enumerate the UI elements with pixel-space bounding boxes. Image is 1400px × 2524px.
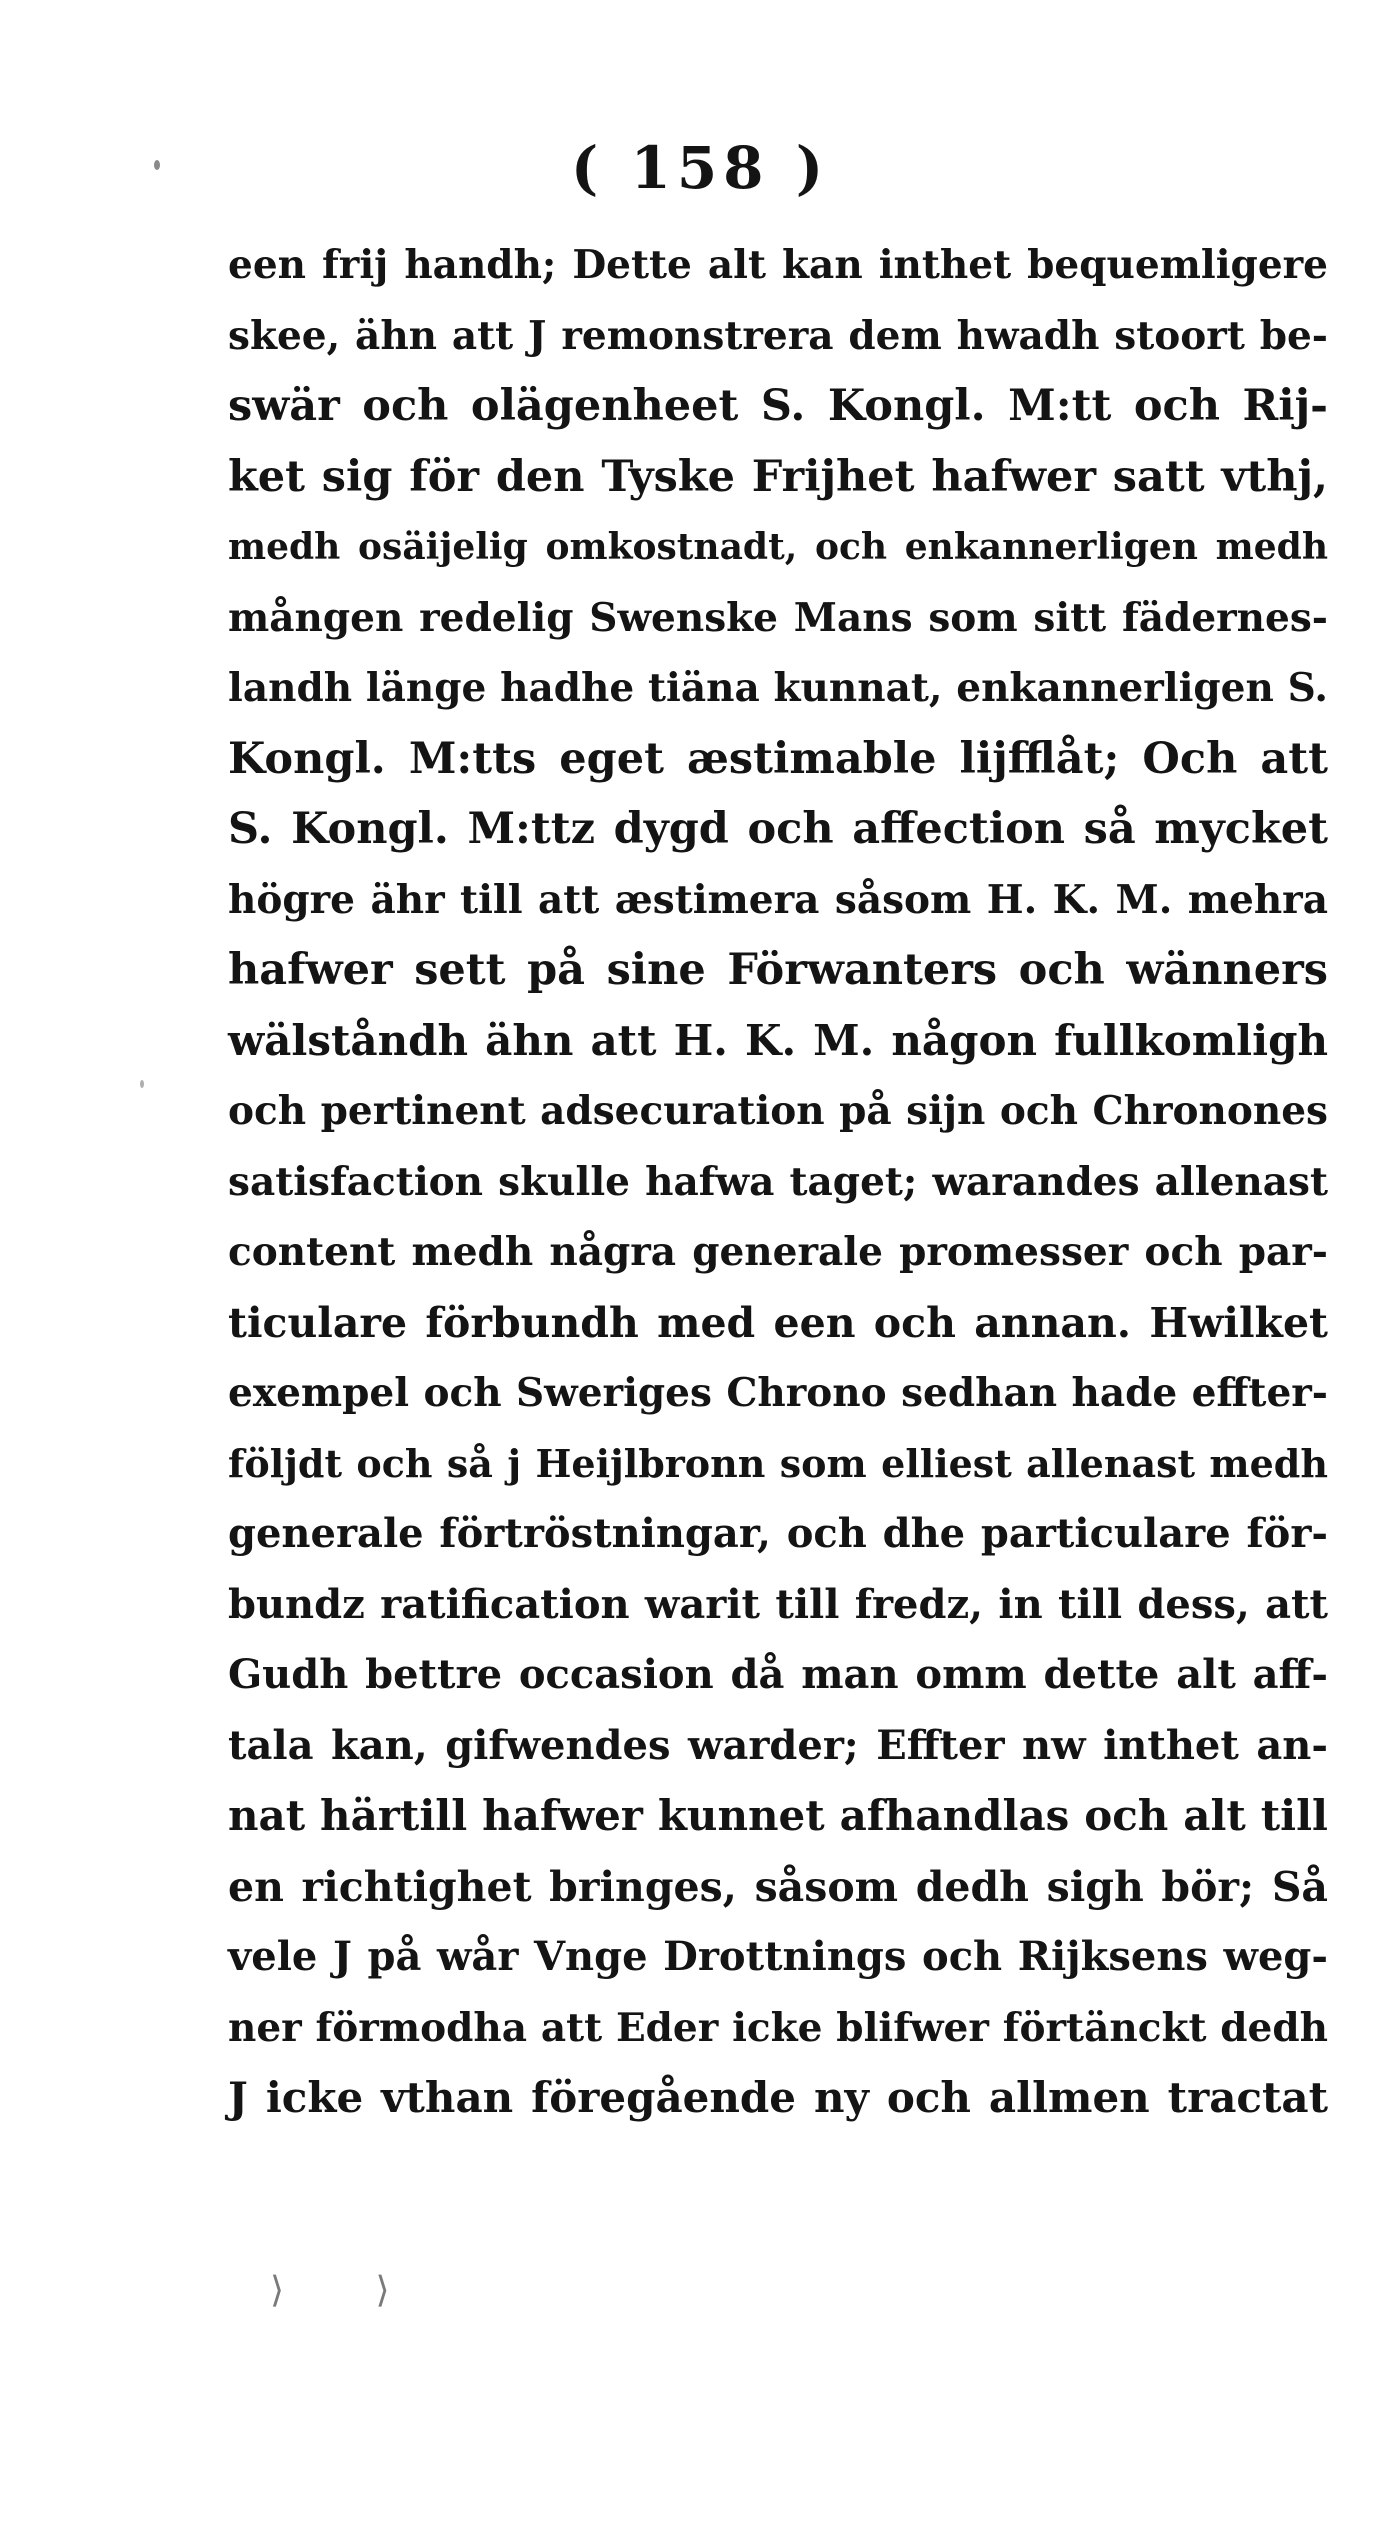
- text-line: medh osäijelig omkostnadt, och enkannerligen medh: [228, 526, 1328, 568]
- text-line: högre ähr till att æstimera såsom H. K. M. mehra: [228, 876, 1328, 923]
- text-line: bundz ratification warit till fredz, in till dess, att: [228, 1580, 1328, 1628]
- body-text: [228, 230, 1328, 2134]
- footer-marks: ⟩ ⟩: [270, 2270, 430, 2311]
- text-line: en richtighet bringes, såsom dedh sigh bör; Så: [228, 1862, 1328, 1911]
- text-line: skee, ähn att J remonstrera dem hwadh stoort be-: [228, 312, 1328, 359]
- text-line: S. Kongl. M:ttz dygd och affection så mycket: [228, 804, 1328, 854]
- text-line: een frij handh; Dette alt kan inthet bequemligere: [228, 242, 1328, 288]
- text-line: nat härtill hafwer kunnet afhandlas och alt till: [228, 1791, 1328, 1840]
- text-line: swär och olägenheet S. Kongl. M:tt och Rij-: [228, 381, 1328, 431]
- print-speck: [154, 160, 160, 170]
- text-line: mången redelig Swenske Mans som sitt fädernes-: [228, 594, 1328, 641]
- text-line: följdt och så j Heijlbronn som elliest allenast medh: [228, 1440, 1328, 1486]
- print-speck: [140, 1080, 144, 1088]
- text-line: Kongl. M:tts eget æstimable lijfflåt; Och att: [228, 733, 1328, 784]
- text-line: landh länge hadhe tiäna kunnat, enkannerligen S.: [228, 665, 1328, 711]
- text-line: exempel och Sweriges Chrono sedhan hade effter-: [228, 1370, 1328, 1416]
- text-line: content medh några generale promesser och par-: [228, 1229, 1328, 1275]
- text-line: satisfaction skulle hafwa taget; warandes allenast: [228, 1158, 1328, 1205]
- text-line: J icke vthan föregående ny och allmen tractat: [228, 2073, 1328, 2122]
- page-header: ( 158 ): [570, 134, 830, 202]
- text-line: hafwer sett på sine Förwanters och wänners: [228, 945, 1328, 995]
- text-line: och pertinent adsecuration på sijn och Chronones: [228, 1088, 1328, 1134]
- text-line: vele J på wår Vnge Drottnings och Rijksens weg-: [228, 1933, 1328, 1980]
- text-line: Gudh bettre occasion då man omm dette alt aff-: [228, 1651, 1328, 1698]
- text-line: ner förmodha att Eder icke blifwer förtänckt dedh: [228, 2004, 1328, 2051]
- text-line: ket sig för den Tyske Frijhet hafwer satt vthj,: [228, 451, 1328, 502]
- text-line: wälståndh ähn att H. K. M. någon fullkomligh: [228, 1015, 1328, 1065]
- text-line: generale förtröstningar, och dhe particulare för-: [228, 1510, 1328, 1557]
- text-line: tala kan, gifwendes warder; Effter nw inthet an-: [228, 1721, 1328, 1769]
- text-line: ticulare förbundh med een och annan. Hwilket: [228, 1298, 1328, 1347]
